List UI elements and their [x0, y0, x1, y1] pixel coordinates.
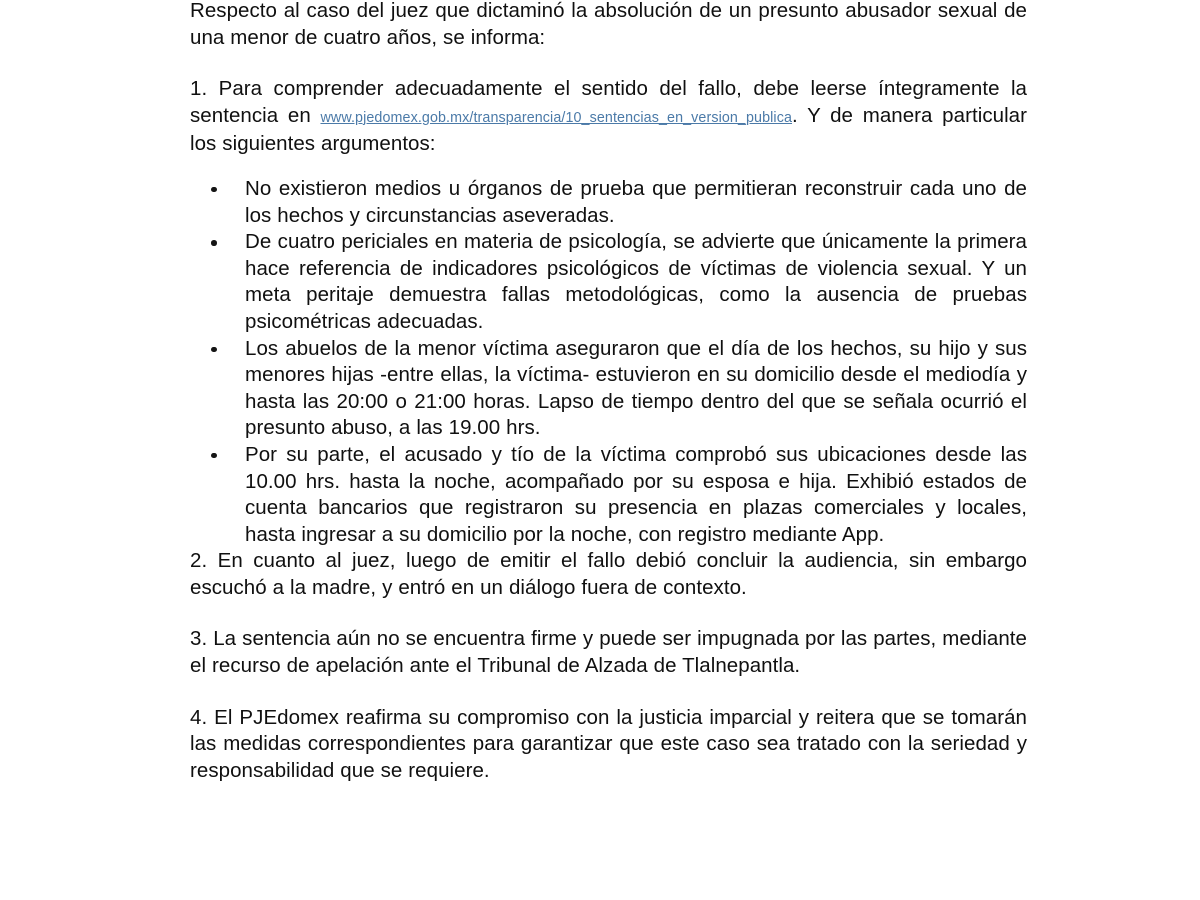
list-item [190, 176, 1027, 229]
item-4-text: El PJEdomex reafirma su compromiso con la justicia imparcial y reitera que se tomarán las medidas correspondientes para garantizar que este caso sea tratado con la seriedad y responsabilidad que se requiere. [190, 705, 1027, 782]
bullet-dot-icon [211, 453, 217, 459]
argument-bullet-list [190, 176, 1027, 548]
document-body [190, 0, 1027, 784]
item-2-number: 2. [190, 549, 208, 573]
item-1-text-after-link: . Y de manera particular los siguientes argumentos: [190, 103, 1027, 156]
numbered-item-4 [190, 705, 1027, 785]
bullet-text: No existieron medios u órganos de prueba que permitieran reconstruir cada uno de los hechos y circunstancias aseveradas. [245, 176, 1027, 227]
item-4-number: 4. [190, 705, 208, 729]
list-item [190, 229, 1027, 335]
numbered-item-1 [190, 76, 1027, 158]
bullet-text: Por su parte, el acusado y tío de la víctima comprobó sus ubicaciones desde las 10.00 hrs. hasta la noche, acompañado por su esposa e hija. Exhibió estados de cuenta bancarios que registraron su presencia en plazas comerciales y locales, hasta ingresar a su domicilio por la noche, con registro mediante App. [245, 442, 1027, 546]
intro-paragraph: Respecto al caso del juez que dictaminó la absolución de un presunto abusador sexual de una menor de cuatro años, se informa: [190, 0, 1027, 49]
list-item [190, 336, 1027, 442]
bullet-dot-icon [211, 347, 217, 353]
list-item [190, 442, 1027, 548]
item-1-number: 1. [190, 77, 208, 101]
bullet-dot-icon [211, 187, 217, 193]
bullet-text: De cuatro periciales en materia de psicología, se advierte que únicamente la primera hace referencia de indicadores psicológicos de víctimas de violencia sexual. Y un meta peritaje demuestra fallas metodológicas, como la ausencia de pruebas psicométricas adecuadas. [245, 230, 1027, 333]
item-2-text: En cuanto al juez, luego de emitir el fallo debió concluir la audiencia, sin embargo escuchó a la madre, y entró en un diálogo fuera de contexto. [190, 549, 1027, 599]
bullet-text: Los abuelos de la menor víctima aseguraron que el día de los hechos, su hijo y sus menores hijas -entre ellas, la víctima- estuvieron en su domicilio desde el mediodía y hasta las 20:00 o 21:00 horas. Lapso de tiempo dentro del que se señala ocurrió el presunto abuso, a las 19.00 hrs. [245, 336, 1027, 440]
sentencia-link[interactable]: www.pjedomex.gob.mx/transparencia/10_sentencias_en_version_publica [320, 109, 793, 126]
item-1-text-before-link: Para comprender adecuadamente el sentido del fallo, debe leerse íntegramente la sentencia en [190, 77, 1027, 127]
item-3-number: 3. [190, 627, 208, 651]
numbered-item-3 [190, 626, 1027, 679]
item-3-text: La sentencia aún no se encuentra firme y puede ser impugnada por las partes, mediante el recurso de apelación ante el Tribunal de Alzada de Tlalnepantla. [190, 627, 1027, 678]
bullet-dot-icon [211, 240, 217, 246]
numbered-item-2 [190, 548, 1027, 601]
